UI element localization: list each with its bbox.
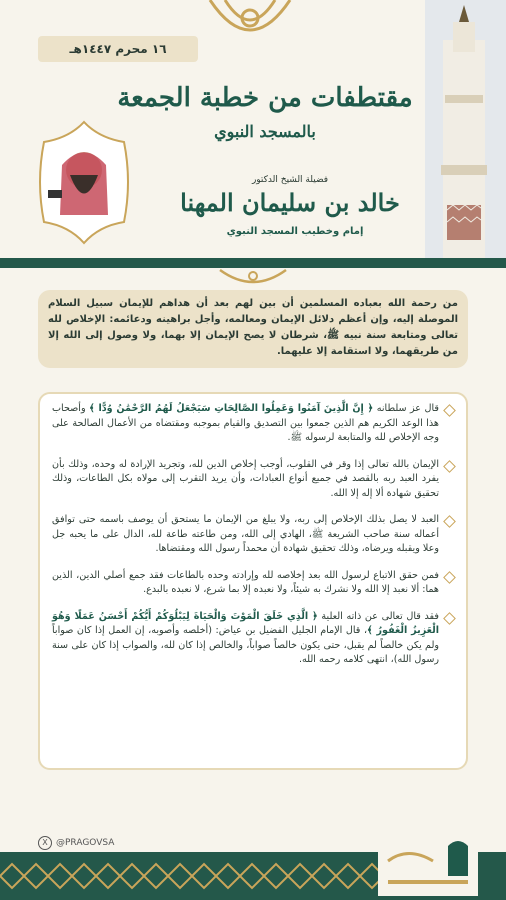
minaret-image <box>425 0 506 258</box>
diamond-bullet-icon <box>443 460 456 473</box>
speaker-name: خالد بن سليمان المهنا <box>180 188 400 217</box>
paragraph: الإيمان بالله تعالى إذا وقر في القلوب، أوجب إخلاص الدين لله، وتجريد الإرادة له وحده، وذلك بأن يفرد العبد ربه بالقصد في جميع أنواع العبادات، وأن يريد التقرب إلى مولاه بكل الطاعات، وذلك تحقيق شهادة ألا إله إلا الله. <box>52 458 454 502</box>
paragraph: قال عز سلطانه ﴿ إِنَّ الَّذِينَ آمَنُوا وَعَمِلُوا الصَّالِحَاتِ سَيَجْعَلُ لَهُمُ الرَّحْمَٰنُ وُدًّا ﴾ وأصحاب هذا الوعد الكريم هم الذين جمعوا بين التصديق والقيام بموجبه ومقتضاه من الأعمال الصالحة على وجه الإخلاص لله والمتابعة لرسوله ﷺ. <box>52 402 454 446</box>
speaker-portrait <box>34 120 134 245</box>
paragraph: العبد لا يصل بذلك الإخلاص إلى ربه، ولا يبلغ من الإيمان ما يستحق أن يوصف باسمه حتى توافق أعماله سنة صاحب الشريعة ﷺ، الهادي إلى الله، ومن طاعته طاعة لله، الدال على ما يحبه جل وعلا ويقبله ويرضاه، وذلك تحقيق شهادة أن محمداً رسول الله ومقتضاها. <box>52 513 454 557</box>
diamond-bullet-icon <box>443 515 456 528</box>
top-ornament <box>200 0 300 50</box>
divider-band <box>0 258 506 268</box>
diamond-bullet-icon <box>443 571 456 584</box>
date-label: ١٦ محرم ١٤٤٧هـ <box>38 36 198 62</box>
paragraph: فقد قال تعالى عن ذاته العلية ﴿ الَّذِي خَلَقَ الْمَوْتَ وَالْحَيَاةَ لِيَبْلُوَكُمْ أَيُّكُمْ أَحْسَنُ عَمَلًا وَهُوَ الْعَزِيزُ الْغَفُورُ ﴾، قال الإمام الجليل الفضيل بن عياض: (أخلصه وأصوبه، إن العمل إذا كان صواباً ولم يكن خالصاً لم يقبل، حتى يكون خالصاً صواباً، والخالص إذا كان لله، والصواب إذا كان على سنة رسول الله)، انتهى كلامه رحمه الله. <box>52 610 454 668</box>
page-subtitle: بالمسجد النبوي <box>214 122 316 141</box>
x-icon: X <box>38 836 52 850</box>
page-title: مقتطفات من خطبة الجمعة <box>117 83 413 113</box>
haramain-logo <box>378 836 478 896</box>
speaker-role: فضيلة الشيخ الدكتور <box>251 175 329 185</box>
social-handle[interactable]: X @PRAGOVSA <box>38 836 114 850</box>
paragraph: فمن حقق الاتباع لرسول الله بعد إخلاصه لله وإرادته وحده بالطاعات فقد جمع أصلي الدين، الذين هما: ألا نعبد إلا الله ولا نشرك به شيئاً، ولا نعبده إلا بما شرع، لا نعبده بالبدع. <box>52 569 454 598</box>
diamond-bullet-icon <box>443 404 456 417</box>
intro-text: من رحمة الله بعباده المسلمين أن بين لهم بعد أن هداهم للإيمان سبيل السلام الموصلة إليه، وإن أعظم دلائل الإيمان ومعالمه، وأجل براهينه ودعائمه: الإخلاص لله تعالى ومتابعة سنة نبيه ﷺ، شرطان لا يصح الإيمان إلا بهما، ولا وصول إلى الله إلا من طريقهما، ولا استقامة إلا عليهما. <box>38 290 468 368</box>
divider-ornament <box>216 268 290 288</box>
content-card <box>38 392 468 770</box>
speaker-title: إمام وخطيب المسجد النبوي <box>226 226 364 237</box>
quran-verse: ﴿ الَّذِي خَلَقَ الْمَوْتَ وَالْحَيَاةَ لِيَبْلُوَكُمْ أَيُّكُمْ أَحْسَنُ عَمَلًا وَهُوَ الْعَزِيزُ الْغَفُورُ ﴾ <box>52 610 439 636</box>
diamond-bullet-icon <box>443 612 456 625</box>
quran-verse: ﴿ إِنَّ الَّذِينَ آمَنُوا وَعَمِلُوا الصَّالِحَاتِ سَيَجْعَلُ لَهُمُ الرَّحْمَٰنُ وُدًّا ﴾ <box>89 403 374 414</box>
